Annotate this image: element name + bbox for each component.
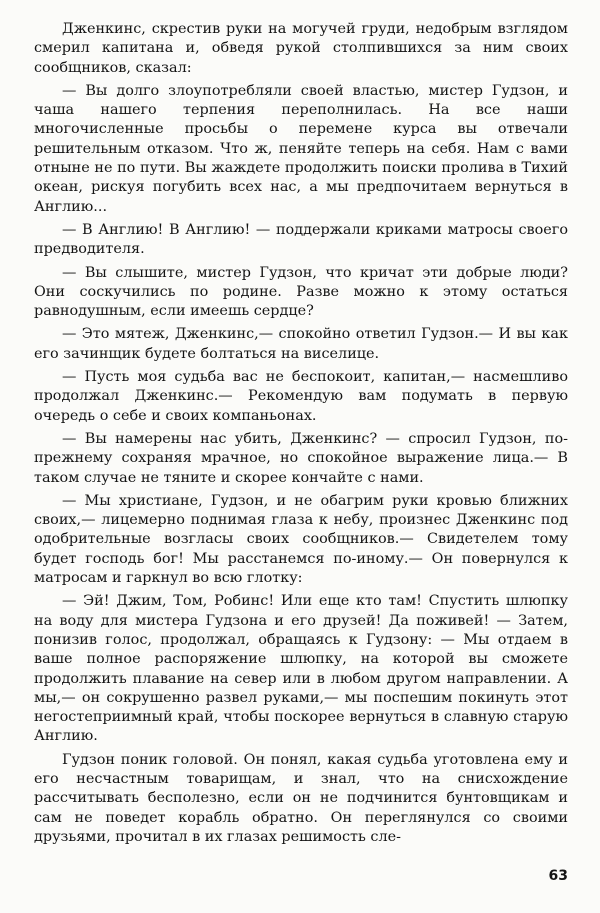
paragraph-2: — Вы долго злоупотребляли своей властью, мистер Гудзон, и чаша нашего терпения переполнилась. На все наши многочисленные просьбы о перемене курса вы отвечали решительным отказом. Что ж, пеняйте теперь на себя. Нам с вами отныне не по пути. Вы жаждете продолжить поиски пролива в Тихий океан, рискуя погубить всех нас, а мы предпочитаем вернуться в Англию...: [34, 82, 568, 215]
paragraph-9: — Эй! Джим, Том, Робинс! Или еще кто там! Спустить шлюпку на воду для мистера Гудзона и его друзей! Да поживей! — Затем, понизив голос, продолжал, обращаясь к Гудзону: — Мы отдаем в ваше полное распоряжение шлюпку, на которой вы сможете продолжить плавание на север или в любом другом направлении. А мы,— он сокрушенно развел руками,— мы поспешим покинуть этот негостеприимный край, чтобы поскорее вернуться в славную старую Англию.: [34, 593, 568, 745]
paragraph-4: — Вы слышите, мистер Гудзон, что кричат эти добрые люди? Они соскучились по родине. Разве можно к этому остаться равнодушным, если имеешь сердце?: [34, 264, 568, 320]
paragraph-5: — Это мятеж, Дженкинс,— спокойно ответил Гудзон.— И вы как его зачинщик будете болтаться на виселице.: [34, 326, 568, 362]
page-number: 63: [548, 868, 568, 884]
paragraph-8: — Мы христиане, Гудзон, и не обагрим руки кровью ближних своих,— лицемерно поднимая глаза к небу, произнес Дженкинс под одобрительные возгласы своих сообщников.— Свидетелем тому будет господь бог! Мы расстанемся по-иному.— Он повернулся к матросам и гаркнул во всю глотку:: [34, 492, 568, 587]
text-body: [34, 20, 568, 851]
paragraph-10: Гудзон поник головой. Он понял, какая судьба уготовлена ему и его несчастным товарищам, и знал, что на снисхождение рассчитывать бесполезно, если он не подчинится бунтовщикам и сам не поведет корабль обратно. Он переглянулся со своими друзьями, прочитал в их глазах решимость сле-: [34, 751, 568, 845]
paragraph-3: — В Англию! В Англию! — поддержали криками матросы своего предводителя.: [34, 221, 568, 258]
paragraph-7: — Вы намерены нас убить, Дженкинс? — спросил Гудзон, по-прежнему сохраняя мрачное, но спокойное выражение лица.— В таком случае не тяните и скорее кончайте с нами.: [34, 430, 568, 486]
paragraph-6: — Пусть моя судьба вас не беспокоит, капитан,— насмешливо продолжал Дженкинс.— Рекомендую вам подумать в первую очередь о себе и своих компаньонах.: [34, 369, 568, 424]
paragraph-1: Дженкинс, скрестив руки на могучей груди, недобрым взглядом смерил капитана и, обведя рукой столпившихся за ним своих сообщников, сказал:: [34, 21, 568, 76]
